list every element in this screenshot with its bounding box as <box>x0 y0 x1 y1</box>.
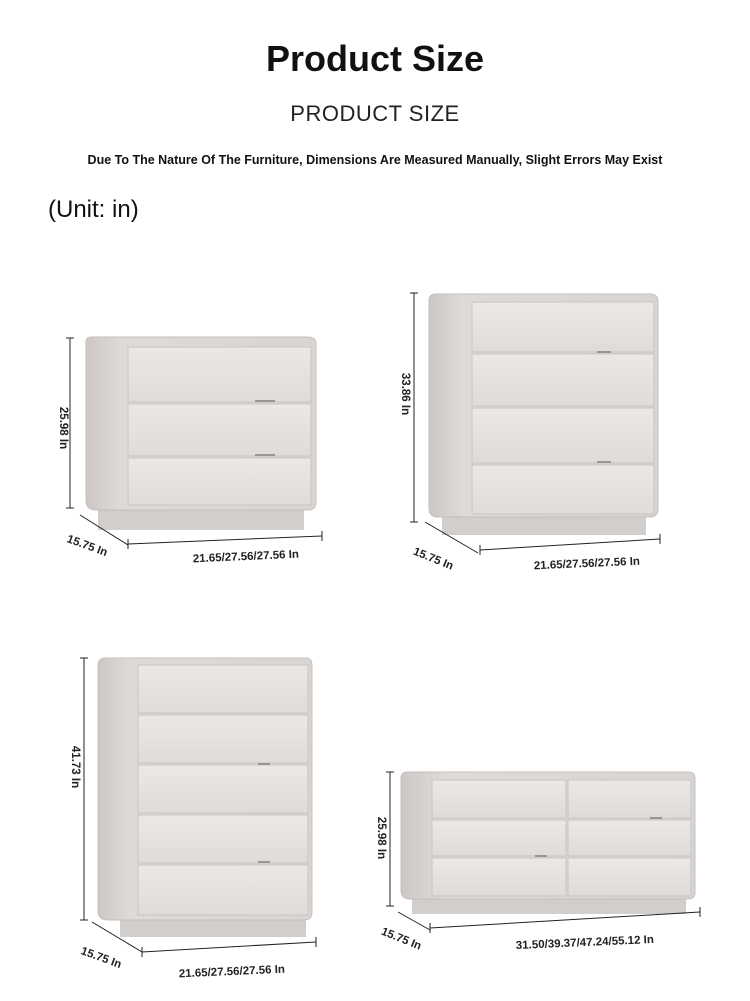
width-label: 21.65/27.56/27.56 In <box>192 548 300 566</box>
page-title: Product Size <box>265 38 485 79</box>
height-label: 41.73 In <box>69 745 81 789</box>
drawer <box>432 858 566 896</box>
drawer <box>472 408 654 463</box>
drawer <box>128 458 311 505</box>
plinth <box>442 515 646 535</box>
drawer <box>138 665 308 713</box>
drawer <box>472 354 654 406</box>
height-label: 25.98 In <box>57 406 69 450</box>
product-6-drawer-dresser <box>375 772 700 953</box>
drawer <box>138 765 308 813</box>
height-label: 25.98 In <box>375 816 387 860</box>
width-label: 31.50/39.37/47.24/55.12 In <box>515 933 655 953</box>
width-dimension-line <box>480 539 660 550</box>
drawer <box>432 780 566 818</box>
unit-label: (Unit: in) <box>48 196 139 223</box>
drawer <box>472 302 654 352</box>
measurement-notice: Due To The Nature Of The Furniture, Dimensions Are Measured Manually, Slight Errors May Exist <box>87 153 663 167</box>
product-5-drawer <box>69 658 316 980</box>
depth-label: 15.75 In <box>379 925 423 953</box>
width-label: 21.65/27.56/27.56 In <box>178 963 286 981</box>
drawer <box>432 820 566 856</box>
drawer <box>138 865 308 915</box>
width-dimension-line <box>128 536 322 544</box>
depth-label: 15.75 In <box>79 945 123 972</box>
depth-label: 15.75 In <box>65 533 109 560</box>
drawer <box>568 780 691 818</box>
drawer <box>568 858 691 896</box>
width-label: 21.65/27.56/27.56 In <box>533 555 641 573</box>
plinth <box>98 508 304 530</box>
product-4-drawer <box>399 293 660 573</box>
height-label: 33.86 In <box>399 372 411 416</box>
depth-dimension-line <box>398 912 430 930</box>
drawer <box>128 404 311 456</box>
drawer <box>128 347 311 402</box>
drawer <box>472 465 654 514</box>
drawer <box>138 815 308 863</box>
width-dimension-line <box>142 942 316 952</box>
depth-label: 15.75 In <box>411 545 455 573</box>
drawer <box>568 820 691 856</box>
page-subtitle: PRODUCT SIZE <box>290 101 460 126</box>
product-3-drawer <box>57 337 322 565</box>
width-dimension-line <box>430 912 700 928</box>
drawer <box>138 715 308 763</box>
